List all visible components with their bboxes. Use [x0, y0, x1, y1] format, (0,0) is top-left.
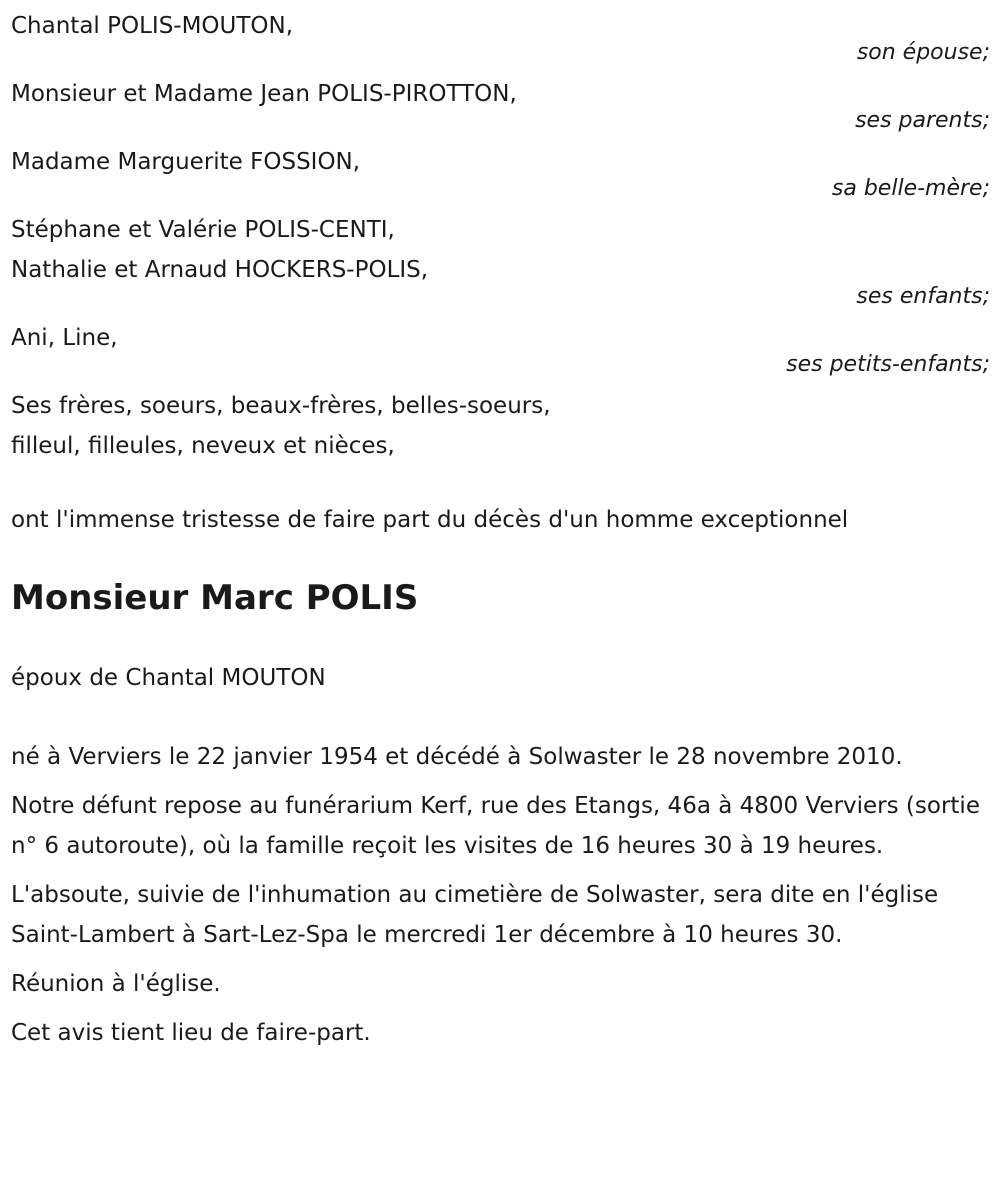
family-names-line: Chantal POLIS-MOUTON, — [11, 13, 294, 39]
funeral-home-paragraph: Notre défunt repose au funérarium Kerf, rue des Etangs, 46a à 4800 Verviers (sortie n° 6 autoroute), où la famille reçoit les visites de 16 heures 30 à 19 heures. — [11, 793, 980, 859]
spouse-line: époux de Chantal MOUTON — [11, 665, 326, 691]
reunion-paragraph: Réunion à l'église. — [11, 971, 221, 997]
family-group-parents — [11, 74, 990, 134]
family-role: ses petits-enfants; — [786, 352, 990, 377]
ceremony-paragraph: L'absoute, suivie de l'inhumation au cimetière de Solwaster, sera dite en l'église Saint-Lambert à Sart-Lez-Spa le mercredi 1er décembre à 10 heures 30. — [11, 882, 939, 948]
family-names-line: filleul, filleules, neveux et nièces, — [11, 433, 395, 459]
family-role: son épouse; — [856, 40, 990, 65]
announcement-text: ont l'immense tristesse de faire part du décès d'un homme exceptionnel — [11, 507, 849, 533]
family-role: sa belle-mère; — [831, 176, 990, 201]
deceased-name: Monsieur Marc POLIS — [11, 578, 419, 618]
family-group-children — [11, 210, 990, 310]
family-names-line: Madame Marguerite FOSSION, — [11, 149, 361, 175]
family-group-mother-in-law — [11, 142, 990, 202]
family-names-line: Nathalie et Arnaud HOCKERS-POLIS, — [11, 257, 429, 283]
birth-death-paragraph: né à Verviers le 22 janvier 1954 et décédé à Solwaster le 28 novembre 2010. — [11, 744, 903, 770]
notice-paragraph: Cet avis tient lieu de faire-part. — [11, 1020, 371, 1046]
family-names-line: Monsieur et Madame Jean POLIS-PIROTTON, — [11, 81, 517, 107]
family-names-line: Ses frères, soeurs, beaux-frères, belles-soeurs, — [11, 393, 551, 419]
family-group-spouse — [11, 6, 990, 66]
obituary-notice — [11, 6, 990, 1053]
family-names-line: Stéphane et Valérie POLIS-CENTI, — [11, 217, 395, 243]
family-role: ses enfants; — [856, 284, 990, 309]
family-group-siblings — [11, 386, 990, 466]
family-names-line: Ani, Line, — [11, 325, 118, 351]
family-role: ses parents; — [855, 108, 990, 133]
family-group-grandchildren — [11, 318, 990, 378]
